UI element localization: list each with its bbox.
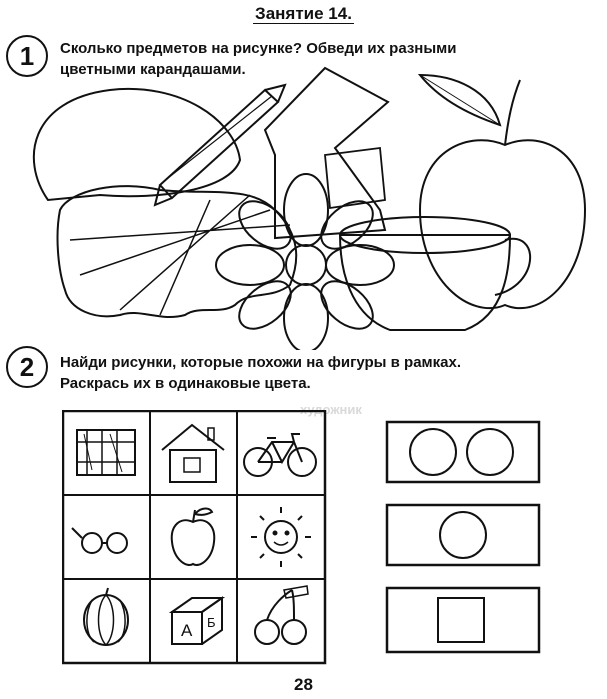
task-1-line-2: цветными карандашами. bbox=[60, 61, 246, 78]
bag-outline bbox=[58, 186, 297, 317]
task-2-text bbox=[60, 352, 461, 394]
task-2-line-1: Найди рисунки, которые похожи на фигуры в рамках. bbox=[60, 354, 461, 371]
picture-grid bbox=[62, 410, 327, 665]
page-number: 28 bbox=[294, 675, 313, 694]
task-2-line-2: Раскрась их в одинаковые цвета. bbox=[60, 375, 311, 392]
apple-icon bbox=[172, 509, 215, 566]
glasses-icon bbox=[72, 528, 127, 553]
house-icon bbox=[162, 425, 224, 482]
flower-outline bbox=[216, 174, 394, 350]
window-icon bbox=[77, 430, 135, 475]
page-title: Занятие 14. bbox=[255, 4, 352, 23]
frame-one-circle bbox=[387, 505, 539, 565]
pumpkin-icon bbox=[84, 588, 128, 645]
block-letter-a: А bbox=[181, 621, 193, 640]
shape-frames bbox=[385, 420, 545, 665]
task-1-line-1: Сколько предметов на рисунке? Обведи их разными bbox=[60, 40, 457, 57]
block-letter-b: Б bbox=[207, 615, 216, 630]
abc-block-icon bbox=[172, 598, 222, 644]
frame-two-circles bbox=[387, 422, 539, 482]
frame-square bbox=[387, 588, 539, 652]
mushroom-cap-outline bbox=[34, 89, 240, 200]
bleed-through-text: художник bbox=[300, 402, 362, 417]
task-2-number: 2 bbox=[6, 346, 48, 388]
cherries-icon bbox=[255, 586, 308, 644]
overlapping-objects-picture bbox=[0, 60, 607, 350]
sun-icon bbox=[251, 507, 311, 567]
bicycle-icon bbox=[244, 434, 316, 476]
task-1-number: 1 bbox=[6, 35, 48, 77]
apple-outline bbox=[420, 140, 585, 308]
